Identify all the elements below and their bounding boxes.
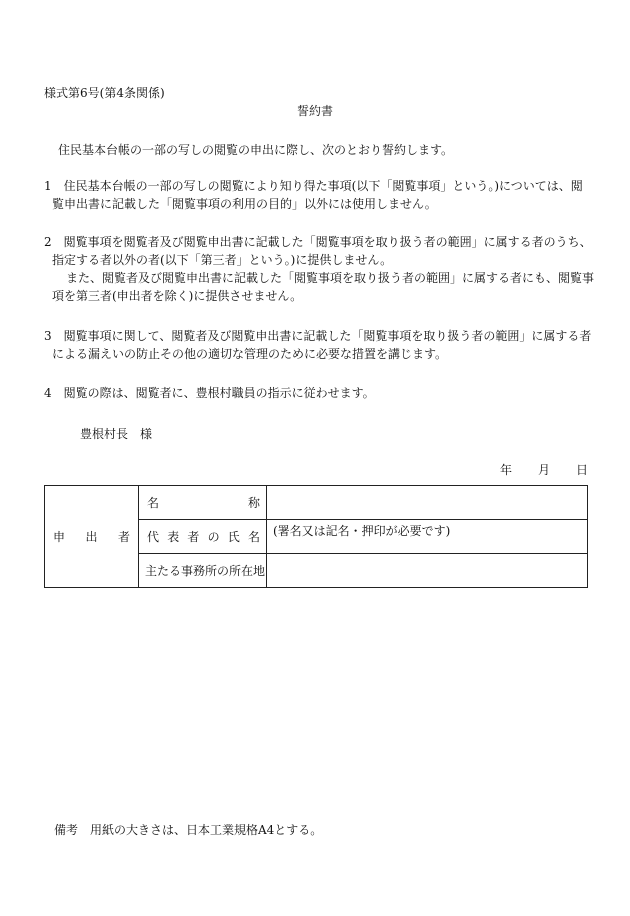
pledge-item-4 [44, 384, 375, 402]
name-label [139, 494, 266, 512]
pledge-line: また、閲覧者及び閲覧申出書に記載した「閲覧事項を取り扱う者の範囲」に属する者にも、閲覧事 [66, 271, 595, 285]
pledge-line: 覧申出書に記載した「閲覧事項の利用の目的」以外には使用しません。 [52, 197, 437, 211]
representative-label-char: の [207, 529, 220, 544]
remark-note: 備考 用紙の大きさは、日本工業規格A4とする。 [54, 823, 323, 837]
address-label-cell [139, 554, 267, 588]
pledge-item-1 [44, 177, 583, 213]
form-number: 様式第6号(第4条関係) [44, 86, 165, 100]
pledge-line: 3 閲覧事項に関して、閲覧者及び閲覧申出書に記載した「閲覧事項を取り扱う者の範囲」に属する者 [44, 329, 592, 343]
date-day-label: 日 [575, 463, 588, 477]
name-label-char: 称 [247, 495, 260, 510]
name-label-char: 名 [147, 495, 160, 510]
date-month-label: 月 [537, 463, 550, 477]
applicant-header-char: 出 [85, 529, 98, 544]
intro-paragraph: 住民基本台帳の一部の写しの閲覧の申出に際し、次のとおり誓約します。 [58, 143, 454, 157]
applicant-table [44, 485, 588, 588]
pledge-line: 項を第三者(申出者を除く)に提供させません。 [52, 289, 303, 303]
applicant-header-char: 者 [117, 529, 130, 544]
name-field[interactable] [267, 486, 588, 520]
pledge-line: 2 閲覧事項を閲覧者及び閲覧申出書に記載した「閲覧事項を取り扱う者の範囲」に属する者のうち、 [44, 235, 592, 249]
signature-note: (署名又は記名・押印が必要です) [273, 524, 451, 538]
date-year-label: 年 [500, 463, 513, 477]
pledge-item-3 [44, 327, 591, 363]
applicant-header [45, 528, 138, 546]
representative-label-char: 代 [147, 529, 160, 544]
name-label-cell [139, 486, 267, 520]
representative-label [139, 528, 266, 546]
pledge-line: 1 住民基本台帳の一部の写しの閲覧により知り得た事項(以下「閲覧事項」という。)については、閲 [44, 179, 583, 193]
representative-label-char: 表 [167, 529, 180, 544]
representative-label-char: 氏 [227, 529, 240, 544]
pledge-line: 指定する者以外の者(以下「第三者」という。)に提供しません。 [52, 253, 393, 267]
representative-label-cell [139, 520, 267, 554]
pledge-line: 4 閲覧の際は、閲覧者に、豊根村職員の指示に従わせます。 [44, 386, 375, 400]
address-label: 主たる事務所の所在地 [145, 563, 266, 578]
document-title: 誓約書 [296, 104, 333, 118]
address-field[interactable] [267, 554, 588, 588]
pledge-line: による漏えいの防止その他の適切な管理のために必要な措置を講じます。 [52, 347, 448, 361]
representative-label-char: 者 [187, 529, 200, 544]
representative-label-char: 名 [247, 529, 260, 544]
date-line [500, 461, 588, 479]
representative-name-field[interactable] [267, 520, 588, 554]
addressee: 豊根村長 様 [80, 427, 153, 441]
applicant-header-char: 申 [53, 529, 66, 544]
pledge-item-2 [44, 233, 594, 305]
applicant-header-cell [45, 486, 139, 588]
